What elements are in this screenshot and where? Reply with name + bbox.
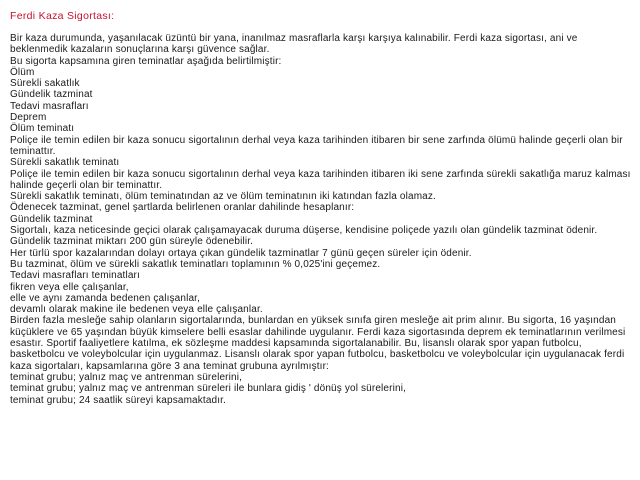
- paragraph-surekli-sakatlik-limit: Sürekli sakatlık teminatı, ölüm teminatından az ve ölüm teminatının iki katından fazla olamaz.: [10, 191, 436, 203]
- paragraph-gundelik-sure: Gündelik tazminat miktarı 200 gün süreyle ödenebilir.: [10, 236, 254, 248]
- list-item-makine: devamlı olarak makine ile bedenen veya elle çalışanlar.: [10, 304, 263, 316]
- section-heading-surekli-sakatlik: Sürekli sakatlık teminatı: [10, 157, 120, 169]
- document: [10, 10, 634, 406]
- paragraph-intro: Bir kaza durumunda, yaşanılacak üzüntü bir yana, inanılmaz masraflarla karşı karşıya kalınabilir. Ferdi kaza sigortası, ani ve beklenmedik kazaların sonuçlarına karşı güvence sağlar.: [10, 33, 578, 56]
- paragraph-olum-teminati: Poliçe ile temin edilen bir kaza sonucu sigortalının derhal veya kaza tarihinden itibaren bir sene zarfında ölümü halinde geçerli olan bir teminattır.: [10, 134, 623, 157]
- paragraph-gundelik-tazminat: Sigortalı, kaza neticesinde geçici olarak çalışamayacak duruma düşerse, kendisine poliçede yazılı olan gündelik tazminat ödenir.: [10, 225, 598, 237]
- list-item-gundelik-tazminat: Gündelik tazminat: [10, 89, 93, 101]
- paragraph-meslek-prim: Birden fazla mesleğe sahip olanların sigortalarında, bunlardan en yüksek sınıfa giren mesleğe ait prim alınır. Bu sigorta, 16 yaşından küçüklere ve 65 yaşından büyük kimselere belli esaslar dahilinde uygulanır. Ferdi kaza sigortasında deprem ek teminatlarının verilmesi esastır. Sportif faaliyetlere katılma, ek sözleşme maddesi kapsamında sigortalanabilir. Bu, lisanslı olarak spor yapan futbolcu, basketbolcu ve voleybolcular için uygulanmaz. Lisanslı olarak spor yapan futbolcu, basketbolcu ve voleybolcular için uygulanacak ferdi kaza sigortaları, kapsamlarına göre 3 ana teminat grubuna ayrılmıştır:: [10, 315, 626, 372]
- list-item-teminat-grubu-3: teminat grubu; 24 saatlik süreyi kapsamaktadır.: [10, 394, 227, 406]
- list-item-deprem: Deprem: [10, 112, 47, 124]
- paragraph-surekli-sakatlik: Poliçe ile temin edilen bir kaza sonucu sigortalının derhal veya kaza tarihinden itibaren iki sene zarfında sürekli sakatlığa maruz kalması halinde geçerli olan bir teminattır.: [10, 168, 631, 191]
- list-item-teminat-grubu-2: teminat grubu; yalnız maç ve antrenman süreleri ile bunlara gidiş ' dönüş yol sürelerini,: [10, 383, 407, 395]
- list-item-surekli-sakatlik: Sürekli sakatlık: [10, 78, 80, 90]
- paragraph-tazminat-limit: Bu tazminat, ölüm ve sürekli sakatlık teminatları toplamının % 0,025'ini geçemez.: [10, 258, 381, 270]
- paragraph-coverage-heading: Bu sigorta kapsamına giren teminatlar aşağıda belirtilmiştir:: [10, 55, 282, 67]
- section-heading-tedavi-masraflari: Tedavi masrafları teminatları: [10, 270, 140, 282]
- list-item-teminat-grubu-1: teminat grubu; yalnız maç ve antrenman sürelerini,: [10, 371, 243, 383]
- list-item-fikren: fikren veya elle çalışanlar,: [10, 281, 129, 293]
- list-item-elle-bedenen: elle ve aynı zamanda bedenen çalışanlar,: [10, 292, 201, 304]
- section-heading-olum-teminati: Ölüm teminatı: [10, 123, 75, 135]
- document-title: Ferdi Kaza Sigortası:: [10, 10, 115, 22]
- section-heading-gundelik-tazminat: Gündelik tazminat: [10, 213, 93, 225]
- list-item-olum: Ölüm: [10, 66, 35, 78]
- list-item-tedavi-masraflari: Tedavi masrafları: [10, 100, 89, 112]
- paragraph-odenecek-tazminat: Ödenecek tazminat, genel şartlarda belirlenen oranlar dahilinde hesaplanır:: [10, 202, 355, 214]
- paragraph-spor-kazalari: Her türlü spor kazalarından dolayı ortaya çıkan gündelik tazminatlar 7 günü geçen süreler için ödenir.: [10, 247, 472, 259]
